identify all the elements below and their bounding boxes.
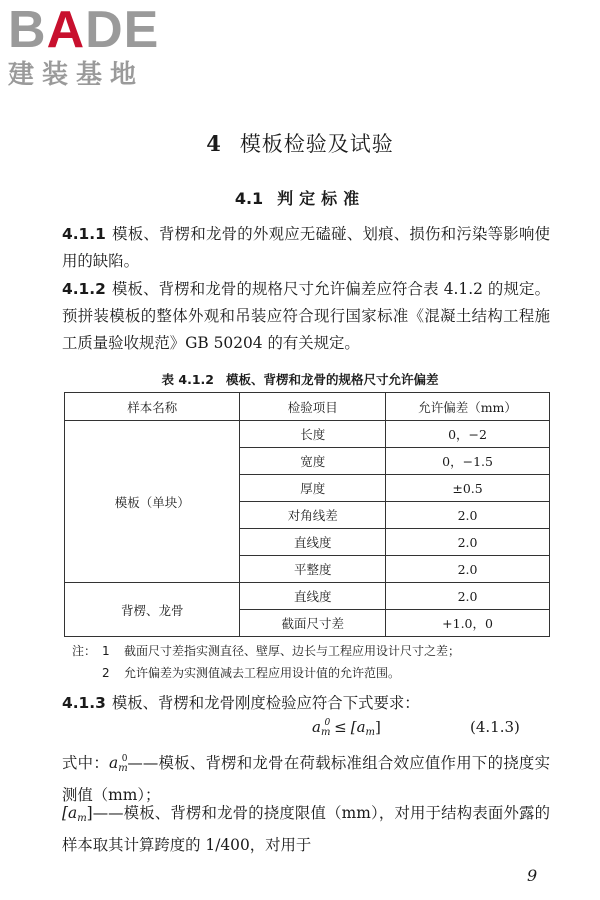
chapter-heading — [0, 128, 600, 158]
clause-number: 4.1.2 — [62, 280, 106, 298]
cell-tolerance: ±0.5 — [386, 475, 550, 502]
section-heading — [0, 186, 600, 209]
section-number: 4.1 — [234, 189, 264, 208]
definition-text: ——模板、背楞和龙骨在荷载标准组合效应值作用下的挠度实测值（mm）； — [62, 754, 550, 804]
clause-4-1-2 — [62, 276, 550, 357]
clause-text: 模板、背楞和龙骨的规格尺寸允许偏差应符合表 4.1.2 的规定。预拼装模板的整体外观和吊装应符合现行国家标准《混凝土结构工程施工质量验收规范》GB 50204 的有关规定。 — [62, 280, 550, 352]
cell-item: 直线度 — [240, 583, 386, 610]
clause-4-1-3 — [62, 690, 550, 717]
table-row — [65, 583, 550, 610]
definition-prefix: 式中： — [62, 754, 110, 772]
definition-symbol-close: ] — [86, 804, 93, 822]
cell-tolerance: 2.0 — [386, 556, 550, 583]
definition-symbol-sub: m — [118, 763, 128, 774]
formula-operator: ≤ — [334, 718, 347, 736]
notes-label: 注： — [72, 644, 97, 658]
logo-letter-a: A — [46, 1, 86, 59]
section-title: 判定标准 — [277, 189, 366, 208]
note-number: 1 — [102, 644, 110, 658]
table-notes — [72, 640, 552, 684]
definition-symbol: a — [109, 754, 119, 772]
formula-lhs-sub: m — [320, 727, 331, 738]
cell-item: 截面尺寸差 — [240, 610, 386, 637]
formula-lhs: a — [312, 718, 321, 736]
table-caption — [0, 370, 600, 388]
clause-number: 4.1.3 — [62, 694, 106, 712]
clause-4-1-1 — [62, 221, 550, 275]
logo — [8, 1, 160, 90]
clause-text: 模板、背楞和龙骨刚度检验应符合下式要求： — [111, 694, 420, 712]
tolerance-table — [64, 392, 550, 637]
formula-rhs-close: ] — [375, 718, 381, 736]
formula-number: (4.1.3) — [470, 718, 520, 736]
cell-item: 对角线差 — [240, 502, 386, 529]
logo-wordmark — [8, 1, 160, 59]
cell-item: 宽度 — [240, 448, 386, 475]
group-back-ribs-keels: 背楞、龙骨 — [65, 583, 240, 637]
header-inspection-item: 检验项目 — [240, 393, 386, 421]
definition-symbol-sup: 0 — [121, 754, 128, 764]
table-header-row — [65, 393, 550, 421]
formula-rhs-sub: m — [365, 727, 376, 738]
group-formwork: 模板（单块） — [65, 421, 240, 583]
chapter-title: 模板检验及试验 — [239, 132, 394, 156]
note-text: 允许偏差为实测值减去工程应用设计值的允许范围。 — [124, 666, 401, 680]
logo-letter-b: B — [8, 1, 47, 59]
clause-text: 模板、背楞和龙骨的外观应无磕碰、划痕、损伤和污染等影响使用的缺陷。 — [62, 225, 550, 270]
cell-tolerance: +1.0，0 — [386, 610, 550, 637]
formula — [312, 718, 381, 738]
cell-item: 平整度 — [240, 556, 386, 583]
note-1 — [72, 640, 552, 662]
cell-tolerance: 2.0 — [386, 583, 550, 610]
table-title: 模板、背楞和龙骨的规格尺寸允许偏差 — [225, 372, 439, 387]
chapter-number: 4 — [206, 131, 222, 156]
note-2 — [72, 662, 552, 684]
note-number: 2 — [102, 666, 110, 680]
cell-item: 直线度 — [240, 529, 386, 556]
cell-tolerance: 2.0 — [386, 502, 550, 529]
logo-letters-de: DE — [85, 1, 160, 59]
cell-tolerance: 0，−2 — [386, 421, 550, 448]
formula-rhs: [a — [350, 718, 366, 736]
logo-subtitle: 建装基地 — [8, 60, 145, 90]
cell-tolerance: 2.0 — [386, 529, 550, 556]
header-tolerance: 允许偏差（mm） — [386, 393, 550, 421]
definition-symbol-sub: m — [77, 813, 87, 824]
table-number: 表 4.1.2 — [161, 372, 214, 387]
definition-symbol: [a — [62, 804, 78, 822]
cell-item: 长度 — [240, 421, 386, 448]
cell-tolerance: 0，−1.5 — [386, 448, 550, 475]
definition-text: ——模板、背楞和龙骨的挠度限值（mm），对用于结构表面外露的样本取其计算跨度的 1/400，对用于 — [62, 804, 550, 854]
table-row — [65, 421, 550, 448]
header-sample-name: 样本名称 — [65, 393, 240, 421]
note-text: 截面尺寸差指实测直径、壁厚、边长与工程应用设计尺寸之差； — [124, 644, 461, 658]
definition-deflection-limit — [62, 800, 550, 859]
clause-number: 4.1.1 — [62, 225, 106, 243]
cell-item: 厚度 — [240, 475, 386, 502]
formula-lhs-sup: 0 — [324, 718, 331, 728]
page-number: 9 — [527, 866, 538, 885]
